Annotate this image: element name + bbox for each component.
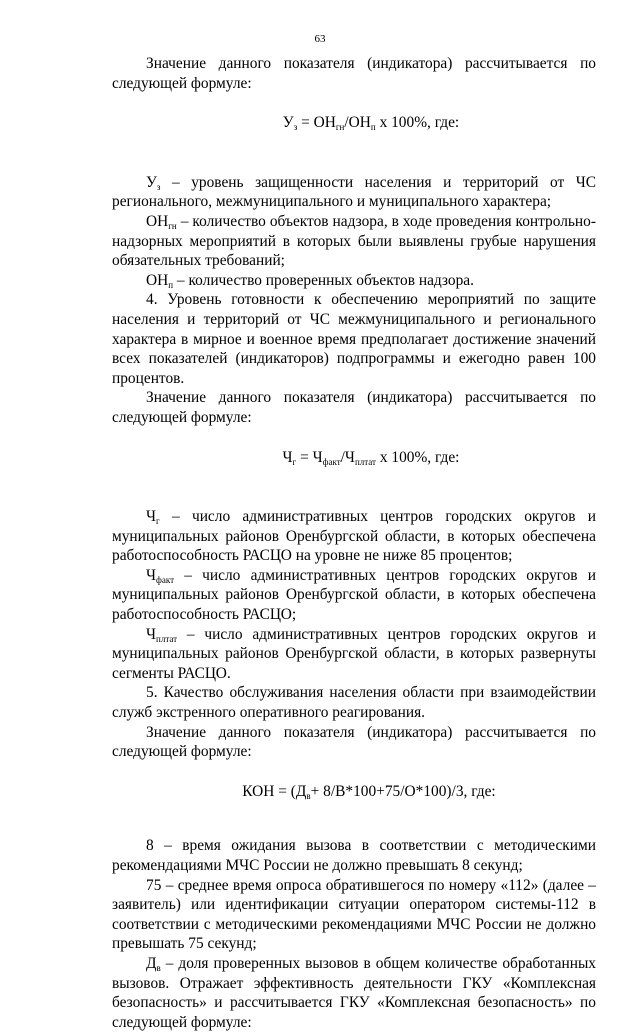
definition-chg: $Ч_г$ – число административных центров городских округов и муниципальных районов Оренбургской области, в которых обеспечена работоспособность РАСЦО на уровне не ниже 85 процентов; (112, 508, 596, 565)
paragraph-formula-intro-3: Значение данного показателя (индикатора) рассчитывается по следующей формуле: (112, 723, 596, 761)
definition-chfakt: $Ч_{факт}$ – число административных центров городских округов и муниципальных районов Оренбургской области, в которых обеспечена работоспособность РАСЦО; (112, 566, 596, 624)
paragraph-item-5: 5. Качество обслуживания населения области при взаимодействии служб экстренного оперативного реагирования. (112, 684, 596, 722)
formula-kon: КОН = $(Д_в+ 8/В*100+75/О*100)/3$, где: (242, 782, 496, 801)
formula-chg: $Ч_г = Ч_{факт}/Ч_{плтат}$ х 100%, где: (282, 448, 460, 467)
paragraph-formula-intro-2: Значение данного показателя (индикатора) рассчитывается по следующей формуле: (112, 389, 596, 426)
definition-ongn: $ОН_{гн}$ – количество объектов надзора, в ходе проведения контрольно-надзорных мероприятий в которых были выявлены грубые нарушения обязательных требований; (112, 212, 596, 270)
definition-75: 75 – среднее время опроса обратившегося по номеру «112» (далее – заявитель) или идентификации ситуации оператором системы-112 в соответствии с методическими рекомендациями МЧС России не должно превышать 75 секунд; (112, 876, 596, 953)
paragraph-item-4: 4. Уровень готовности к обеспечению мероприятий по защите населения и территорий от ЧС межмуниципального и регионального характера в мирное и военное время предполагает достижение значений всех показателей (индикаторов) подпрограммы и ежегодно равен 100 процентов. (112, 291, 596, 387)
definition-uz: $У_з$ – уровень защищенности населения и территорий от ЧС регионального, межмуниципального и муниципального характера; (112, 173, 596, 211)
definition-onp: $ОН_п$ – количество проверенных объектов надзора. (146, 271, 474, 290)
paragraph-formula-intro-1: Значение данного показателя (индикатора) рассчитывается по следующей формуле: (112, 55, 596, 92)
page-number: 63 (314, 33, 326, 45)
definition-chplan: $Ч_{плтат}$ – число административных центров городских округов и муниципальных районов Оренбургской области, в которых развернуты сегменты РАСЦО. (112, 625, 596, 682)
formula-uz: $У_з = ОН_{гн}/ОН_п$ х 100%, где: (282, 114, 460, 133)
definition-dv: $Д_в$ – доля проверенных вызовов в общем количестве обработанных вызовов. Отражает эффективность деятельности ГКУ «Комплексная безопасность» и рассчитывается ГКУ «Комплексная безопасность» по следующей формуле: (112, 954, 596, 1031)
definition-8: 8 – время ожидания вызова в соответствии с методическими рекомендациями МЧС России не должно превышать 8 секунд; (112, 837, 596, 874)
document-body (112, 54, 596, 1032)
